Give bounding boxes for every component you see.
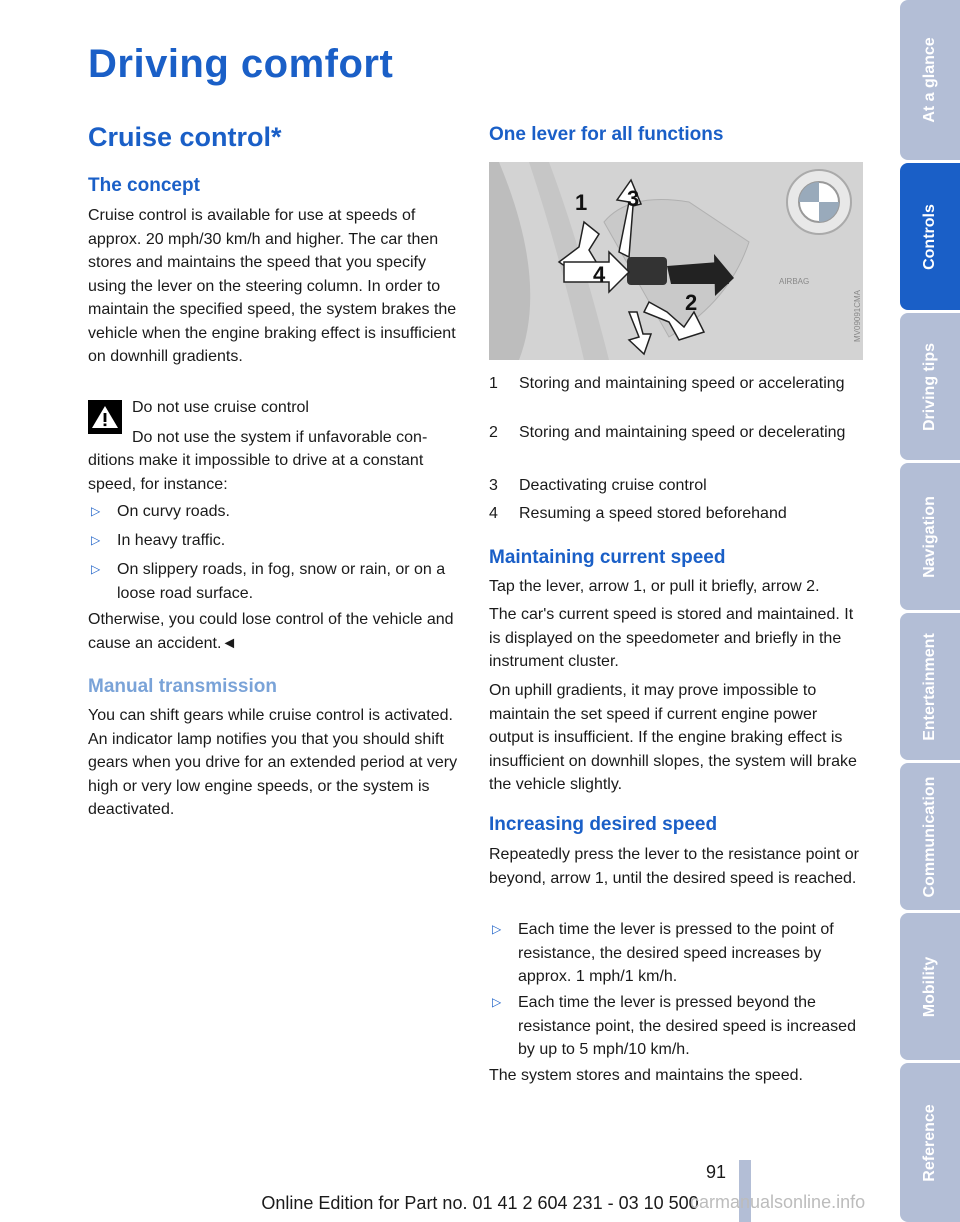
tab-communication[interactable]: Communication: [900, 763, 960, 910]
subheading-manual-transmission: Manual transmission: [88, 676, 277, 697]
increasing-p1: Repeatedly press the lever to the resistance point or beyond, arrow 1, until the desired speed is reached.: [489, 846, 859, 887]
page-title: Driving comfort: [88, 42, 394, 86]
section-heading-cruise-control: Cruise control*: [88, 122, 282, 152]
tab-mobility[interactable]: Mobility: [900, 913, 960, 1060]
subheading-concept: The concept: [88, 175, 200, 196]
warning-icon: [88, 400, 122, 434]
airbag-label: AIRBAG: [779, 277, 810, 286]
page-number: 91: [706, 1162, 727, 1182]
bullet-triangle-icon: ▷: [91, 533, 101, 547]
callout-4: 4: [593, 262, 606, 287]
warning-text: ditions make it impossible to drive at a constant speed, for instance:: [88, 452, 424, 493]
subheading-maintaining-speed: Maintaining current speed: [489, 547, 726, 568]
callout-3: 3: [627, 186, 640, 211]
concept-text: Cruise control is available for use at speeds of approx. 20 mph/30 km/h and higher. The car then stores and maintains the speed that you specify using the lever on the steering column. In order to maintain the specified speed, the system brakes the vehicle when the engine braking effect is insufficient on downhill gradients.: [88, 207, 457, 365]
callout-2: 2: [685, 290, 698, 315]
watermark: carmanualsonline.info: [690, 1192, 866, 1212]
maintaining-p3: On uphill gradients, it may prove impossible to maintain the set speed if current engine power output is insufficient. If the engine braking effect is insufficient on downhill slopes, the system will brake the vehicle slightly.: [489, 682, 857, 793]
warning-bullet-3: ▷ On slippery roads, in fog, snow or rain, or on a loose road surface.: [88, 558, 462, 605]
maintaining-p1: Tap the lever, arrow 1, or pull it briefly, arrow 2.: [489, 578, 820, 595]
bullet-triangle-icon: ▷: [492, 922, 502, 936]
footer-edition: Online Edition for Part no. 01 41 2 604 231 - 03 10 500: [261, 1193, 699, 1213]
tab-entertainment[interactable]: Entertainment: [900, 613, 960, 760]
increasing-bullet-1: ▷ Each time the lever is pressed to the point of resistance, the desired speed increases by approx. 1 mph/1 km/h.: [489, 918, 863, 989]
bullet-triangle-icon: ▷: [91, 562, 101, 576]
tab-controls[interactable]: Controls: [900, 163, 960, 310]
tab-reference[interactable]: Reference: [900, 1063, 960, 1222]
callout-1: 1: [575, 190, 588, 215]
increasing-bullet-2: ▷ Each time the lever is pressed beyond the resistance point, the desired speed is increased by up to 5 mph/10 km/h.: [489, 991, 863, 1062]
figure-code: MV09091CMA: [853, 289, 862, 342]
manual-transmission-text: You can shift gears while cruise control is activated. An indicator lamp notifies you that you should shift gears when you drive for an extended period at very high or very low engine speeds, or the system is deactivated.: [88, 707, 458, 818]
warning-bullet-1: ▷ On curvy roads.: [88, 500, 462, 524]
increasing-closing: The system stores and maintains the speed.: [489, 1067, 803, 1084]
warning-line1: Do not use the system if unfavorable con-: [132, 429, 428, 446]
warning-closing: Otherwise, you could lose control of the vehicle and cause an accident.◄: [88, 611, 454, 652]
bullet-triangle-icon: ▷: [91, 504, 101, 518]
warning-bullet-2: ▷ In heavy traffic.: [88, 529, 462, 553]
warning-title: Do not use cruise control: [132, 399, 309, 416]
bullet-triangle-icon: ▷: [492, 995, 502, 1009]
steering-lever-figure: [489, 162, 863, 360]
subheading-increasing-speed: Increasing desired speed: [489, 814, 718, 835]
tab-navigation[interactable]: Navigation: [900, 463, 960, 610]
tab-at-a-glance[interactable]: At a glance: [900, 0, 960, 160]
chapter-sidebar: [900, 0, 960, 1222]
subheading-one-lever: One lever for all functions: [489, 124, 724, 145]
tab-driving-tips[interactable]: Driving tips: [900, 313, 960, 460]
maintaining-p2: The car's current speed is stored and maintained. It is displayed on the speedometer and briefly in the instrument cluster.: [489, 606, 854, 670]
